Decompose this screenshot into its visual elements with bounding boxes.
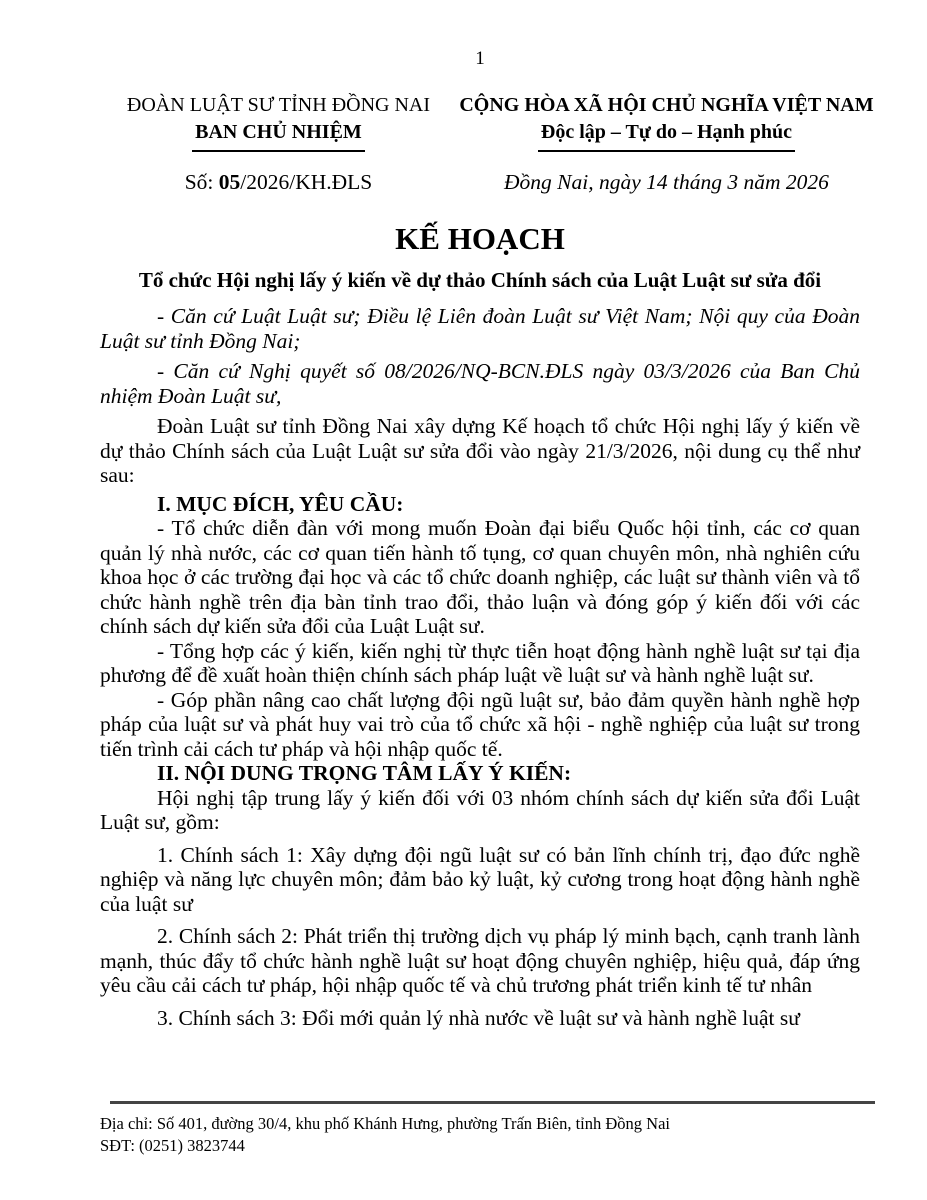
page-number: 1 (475, 48, 485, 69)
national-name: CỘNG HÒA XÃ HỘI CHỦ NGHĨA VIỆT NAM (459, 94, 874, 116)
legal-basis-paragraph-1: - Căn cứ Luật Luật sư; Điều lệ Liên đoàn Luật sư Việt Nam; Nội quy của Đoàn Luật sư tỉnh Đồng Nai; (100, 304, 860, 353)
section-1-heading: I. MỤC ĐÍCH, YÊU CẦU: (157, 491, 404, 516)
policy-paragraph-2: 2. Chính sách 2: Phát triển thị trường dịch vụ pháp lý minh bạch, cạnh tranh lành mạnh, thúc đẩy tổ chức hành nghề luật sư hoạt động chuyên nghiệp, hiệu quả, đáp ứng yêu cầu cải cách tư pháp, hội nhập quốc tế và chủ trương phát triển kinh tế tư nhân (100, 924, 860, 997)
section-1-item-1: - Tổ chức diễn đàn với mong muốn Đoàn đại biểu Quốc hội tỉnh, các cơ quan quản lý nhà nước, các cơ quan tiến hành tố tụng, cơ quan chuyên môn, nhà nghiên cứu khoa học ở các trường đại học và các tổ chức doanh nghiệp, các luật sư thành viên và tổ chức hành nghề trên địa bàn tỉnh trao đổi, thảo luận và đóng góp ý kiến đối với các chính sách dự kiến sửa đổi của Luật Luật sư. (100, 516, 860, 638)
page-footer (100, 1101, 875, 1156)
issuing-org-name: ĐOÀN LUẬT SƯ TỈNH ĐỒNG NAI (126, 94, 431, 116)
place-and-date: Đồng Nai, ngày 14 tháng 3 năm 2026 (504, 170, 829, 194)
lead-paragraph: Đoàn Luật sư tỉnh Đồng Nai xây dựng Kế hoạch tổ chức Hội nghị lấy ý kiến về dự thảo Chính sách của Luật Luật sư sửa đổi vào ngày 21/3/2026, nội dung cụ thể như sau: (100, 414, 860, 487)
policy-paragraph-3: 3. Chính sách 3: Đổi mới quản lý nhà nước về luật sư và hành nghề luật sư (157, 1005, 800, 1030)
footer-divider (110, 1101, 875, 1104)
national-motto: Độc lập – Tự do – Hạnh phúc (538, 119, 795, 152)
header-national-block (457, 92, 876, 196)
document-title: KẾ HOẠCH (395, 221, 565, 256)
section-1-item-2: - Tổng hợp các ý kiến, kiến nghị từ thực tiễn hoạt động hành nghề luật sư tại địa phương để đề xuất hoàn thiện chính sách pháp luật về luật sư và hành nghề luật sư. (100, 638, 860, 687)
section-2-intro: Hội nghị tập trung lấy ý kiến đối với 03 nhóm chính sách dự kiến sửa đổi Luật Luật sư, gồm: (100, 785, 860, 834)
document-header (100, 92, 876, 196)
legal-basis-paragraph-2: - Căn cứ Nghị quyết số 08/2026/NQ-BCN.ĐLS ngày 03/3/2026 của Ban Chủ nhiệm Đoàn Luật sư, (100, 359, 860, 408)
document-number-suffix: /2026/KH.ĐLS (240, 170, 373, 194)
national-motto-line (457, 119, 876, 152)
header-issuing-org (100, 92, 457, 196)
policy-paragraph-1: 1. Chính sách 1: Xây dựng đội ngũ luật sư có bản lĩnh chính trị, đạo đức nghề nghiệp và năng lực chuyên môn; đảm bảo kỷ luật, kỷ cương trong hoạt động hành nghề của luật sư (100, 842, 860, 916)
footer-address: Địa chỉ: Số 401, đường 30/4, khu phố Khánh Hưng, phường Trấn Biên, tỉnh Đồng Nai (100, 1114, 670, 1133)
section-1-item-3: - Góp phần nâng cao chất lượng đội ngũ luật sư, bảo đảm quyền hành nghề hợp pháp của luật sư và phát huy vai trò của tổ chức xã hội - nghề nghiệp của luật sư trong tiến trình cải cách tư pháp và hội nhập quốc tế. (100, 687, 860, 761)
section-2-heading: II. NỘI DUNG TRỌNG TÂM LẤY Ý KIẾN: (157, 761, 572, 785)
footer-phone: SĐT: (0251) 3823744 (100, 1135, 245, 1155)
document-number (100, 169, 457, 196)
document-number-value: 05 (218, 170, 241, 194)
issuing-dept-line (100, 119, 457, 152)
document-subtitle: Tổ chức Hội nghị lấy ý kiến về dự thảo Chính sách của Luật Luật sư sửa đổi (138, 268, 822, 292)
issuing-dept-name: BAN CHỦ NHIỆM (192, 119, 365, 152)
document-number-prefix: Số: (184, 170, 219, 194)
